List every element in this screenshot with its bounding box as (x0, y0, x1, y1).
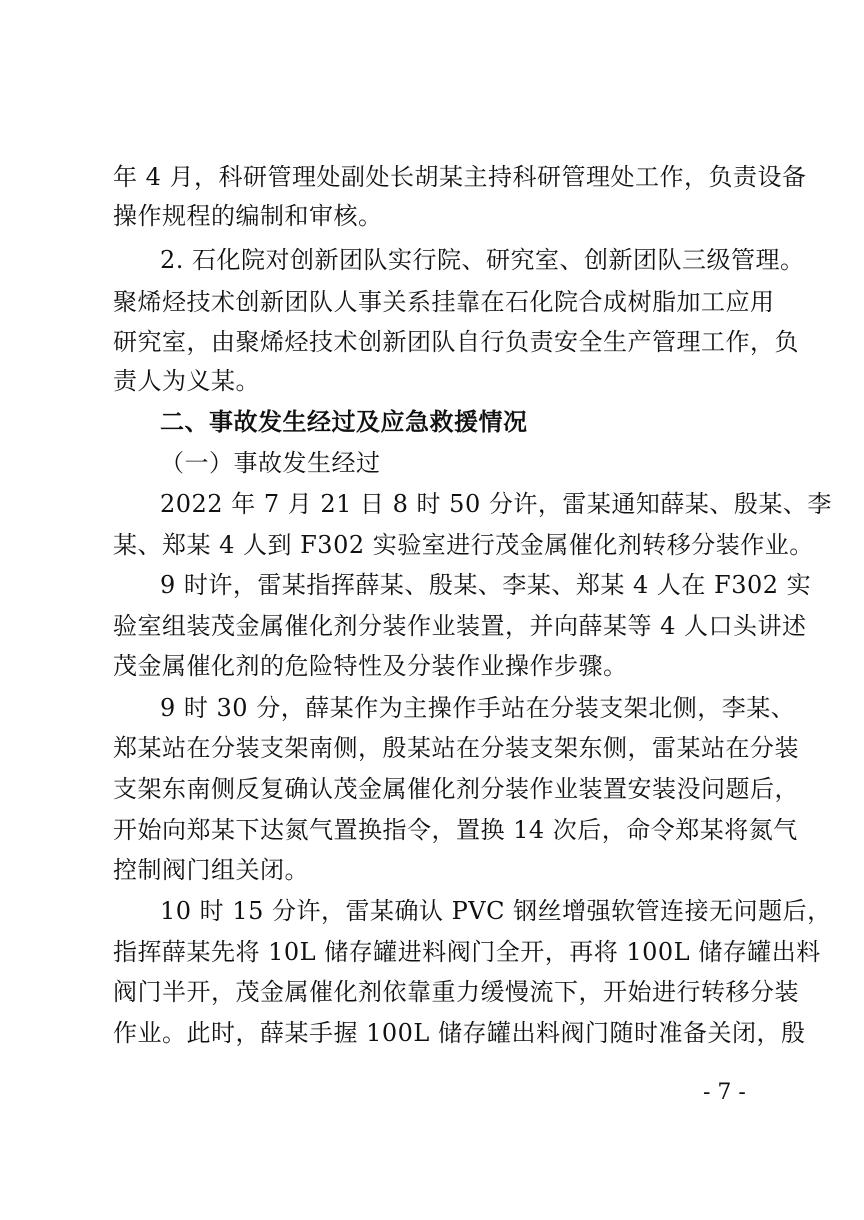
body-text-line: 聚烯烃技术创新团队人事关系挂靠在石化院合成树脂加工应用 (113, 288, 775, 316)
body-text-line: 开始向郑某下达氮气置换指令，置换 14 次后，命令郑某将氮气 (113, 816, 798, 844)
section-heading: 二、事故发生经过及应急救援情况 (160, 408, 528, 436)
body-text-line: 年 4 月，科研管理处副处长胡某主持科研管理处工作，负责设备 (113, 163, 807, 191)
body-text-line: 控制阀门组关闭。 (113, 856, 309, 884)
body-text-line: 研究室，由聚烯烃技术创新团队自行负责安全生产管理工作，负 (113, 328, 799, 356)
body-text-line: 2022 年 7 月 21 日 8 时 50 分许，雷某通知薛某、殷某、李 (160, 490, 832, 518)
body-text-line: 10 时 15 分许，雷某确认 PVC 钢丝增强软管连接无问题后， (160, 897, 832, 925)
body-text-line: 操作规程的编制和审核。 (113, 202, 383, 230)
body-text-line: 支架东南侧反复确认茂金属催化剂分装作业装置安装没问题后， (113, 775, 799, 803)
body-text-line: 指挥薛某先将 10L 储存罐进料阀门全开，再将 100L 储存罐出料 (113, 938, 821, 966)
body-text-line: 验室组装茂金属催化剂分装作业装置，并向薛某等 4 人口头讲述 (113, 612, 807, 640)
body-text-line: 阀门半开，茂金属催化剂依靠重力缓慢流下，开始进行转移分装 (113, 978, 799, 1006)
subsection-heading: （一）事故发生经过 (160, 449, 381, 477)
body-text-line: 2. 石化院对创新团队实行院、研究室、创新团队三级管理。 (160, 246, 805, 274)
body-text-line: 茂金属催化剂的危险特性及分装作业操作步骤。 (113, 652, 628, 680)
body-text-line: 某、郑某 4 人到 F302 实验室进行茂金属催化剂转移分装作业。 (113, 531, 814, 559)
body-text-line: 责人为义某。 (113, 367, 260, 395)
body-text-line: 作业。此时，薛某手握 100L 储存罐出料阀门随时准备关闭，殷 (113, 1019, 806, 1047)
page-number: - 7 - (703, 1080, 746, 1105)
body-text-line: 9 时 30 分，薛某作为主操作手站在分装支架北侧，李某、 (160, 694, 796, 722)
body-text-line: 9 时许，雷某指挥薛某、殷某、李某、郑某 4 人在 F302 实 (160, 571, 812, 599)
body-text-line: 郑某站在分装支架南侧，殷某站在分装支架东侧，雷某站在分装 (113, 734, 799, 762)
